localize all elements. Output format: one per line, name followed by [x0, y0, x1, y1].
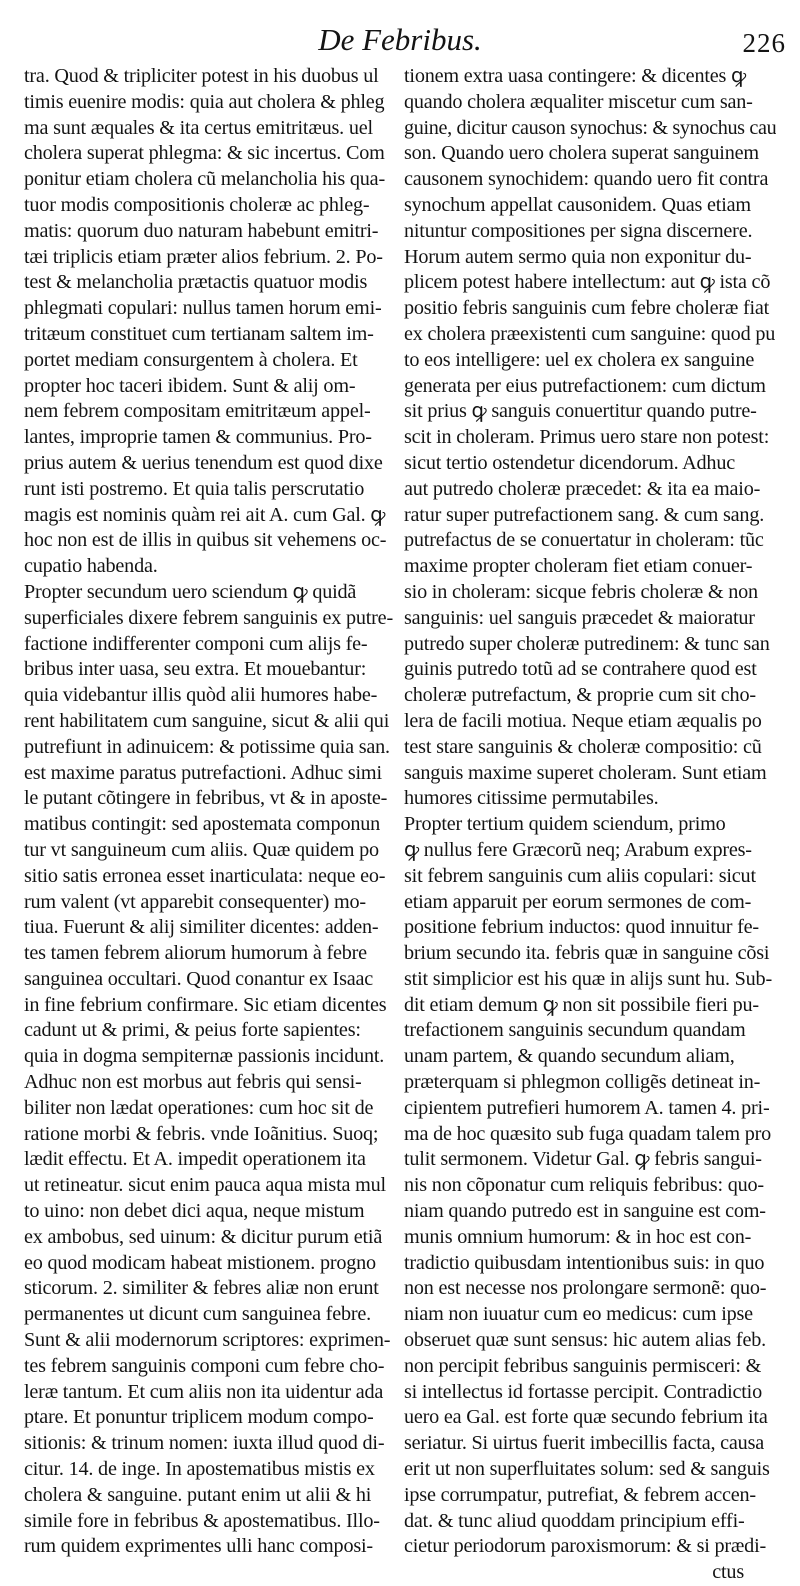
running-title: De Febribus.	[318, 22, 482, 57]
text-line: nem febrem compositam emitritæum appel-	[24, 400, 371, 423]
text-line: tra. Quod & tripliciter potest in his duobus ul	[24, 65, 379, 87]
text-line: ctus	[712, 1561, 744, 1584]
text-line: son. Quando uero cholera superat sanguinem	[404, 142, 759, 165]
text-line: prius autem & uerius tenendum est quod dixe	[24, 451, 383, 474]
text-line: sitionis: & trinum nomen: iuxta illud quod di-	[24, 1432, 385, 1455]
text-line: ratur super putrefactionem sang. & cum sang.	[404, 503, 765, 526]
text-line: non est necesse nos prolongare sermonẽ: quo-	[404, 1277, 767, 1300]
text-line: ma sunt æquales & ita certus emitritæus. uel	[24, 116, 373, 139]
text-line: citur. 14. de inge. In apostematibus mistis ex	[24, 1458, 375, 1481]
text-line: ipse corrumpatur, putrefiat, & febrem accen-	[404, 1483, 756, 1506]
text-line: in fine febrium confirmare. Sic etiam dicentes	[24, 993, 387, 1016]
text-line: guine, dicitur causon synochus: & synochus cau	[404, 116, 776, 139]
text-line: Propter tertium quidem sciendum, primo	[404, 813, 726, 836]
text-line: niam quando putredo est in sanguine est com-	[404, 1200, 766, 1223]
text-line: ratione morbi & febris. vnde Ioãnitius. Suoq;	[24, 1122, 379, 1145]
text-line: positione febrium inductos: quod innuitur fe-	[404, 916, 759, 939]
text-line: quando cholera æqualiter miscetur cum san-	[404, 90, 753, 113]
text-line: Sunt & alii modernorum scriptores: exprimen-	[24, 1329, 391, 1352]
text-line: ma de hoc quæsito sub fuga quadam talem pro	[404, 1122, 772, 1145]
text-line: sitio satis erronea esset inarticulata: neque eo-	[24, 864, 386, 887]
text-line: lera de facili motiua. Neque etiam æqualis po	[404, 709, 762, 732]
text-line: etiam apparuit per eorum sermones de com-	[404, 890, 752, 913]
text-line: tes febrem sanguinis componi cum febre cho-	[24, 1354, 385, 1377]
text-line: trefactionem sanguinis secundum quandam	[404, 1019, 746, 1042]
text-line: positio febris sanguinis cum febre choleræ fiat	[404, 297, 770, 320]
text-line: præterquam si phlegmon colligẽs detineat in-	[404, 1071, 761, 1094]
text-line: ex ambobus, sed uinum: & dicitur purum etiã	[24, 1225, 383, 1248]
text-line: synochum appellat causonidem. Quas etiam	[404, 193, 751, 216]
text-line: rent habilitatem cum sanguine, sicut & alii qui	[24, 709, 390, 732]
text-line: magis est nominis quàm rei ait A. cum Gal. ꝙ	[24, 503, 386, 526]
text-line: erit ut non superfluitates solum: sed & sanguis	[404, 1458, 770, 1481]
text-line: humores citissime permutabiles.	[404, 787, 659, 810]
text-line: ꝙ nullus fere Græcorũ neq; Arabum expres-	[404, 838, 752, 861]
text-line: causonem synochidem: quando uero fit contra	[404, 168, 769, 191]
text-line: cietur periodorum paroxismorum: & si prædi-	[404, 1535, 767, 1558]
text-line: ut retineatur. sicut enim pauca aqua mista mul	[24, 1174, 386, 1197]
text-line: leræ tantum. Et cum aliis non ita uidentur ada	[24, 1380, 384, 1403]
text-line: uero ea Gal. est forte quæ secundo febrium ita	[404, 1406, 768, 1429]
text-line: niam non iuuatur cum eo medicus: cum ipse	[404, 1303, 753, 1326]
text-line: le putant cõtingere in febribus, vt & in aposte-	[24, 787, 388, 810]
text-line: dit etiam demum ꝙ non sit possibile fieri pu-	[404, 993, 759, 1016]
text-line: cupatio habenda.	[24, 555, 158, 578]
text-line: sanguinis: uel sanguis præcedet & maioratur	[404, 606, 755, 629]
text-line: test stare sanguinis & choleræ compositio: cũ	[404, 735, 762, 758]
text-line: cholera & sanguine. putant enim ut alii & hi	[24, 1483, 372, 1506]
text-line: est maxime paratus putrefactioni. Adhuc simi	[24, 761, 382, 784]
text-line: unam partem, & quando secundum aliam,	[404, 1045, 735, 1068]
text-line: matis: quorum duo naturam habebunt emitri-	[24, 219, 379, 242]
text-line: propter hoc taceri ibidem. Sunt & alij om-	[24, 374, 356, 397]
text-line: dat. & tunc aliud quoddam principium effi-	[404, 1509, 745, 1532]
text-line: stit simplicior est his quæ in alijs sunt hu. Sub-	[404, 967, 772, 990]
text-line: putredo super choleræ putredinem: & tunc san	[404, 632, 770, 655]
text-line: test & melancholia prætactis quatuor modis	[24, 271, 368, 294]
text-line: sit prius ꝙ sanguis conuertitur quando putre-	[404, 400, 757, 423]
text-line: runt isti postremo. Et quia talis perscrutatio	[24, 477, 365, 500]
text-line: tritæum constituet cum tertianam saltem im-	[24, 322, 374, 345]
text-line: lantes, improprie tamen & communius. Pro-	[24, 426, 372, 449]
text-line: seriatur. Si uirtus fuerit imbecillis facta, causa	[404, 1432, 764, 1455]
text-line: permanentes ut dicunt cum sanguinea febre.	[24, 1303, 371, 1326]
text-line: eo quod modicam habeat mistionem. progno	[24, 1251, 376, 1274]
text-line: lædit effectu. Et A. impedit operationem ita	[24, 1148, 366, 1171]
text-line: sanguinea occultari. Quod conantur ex Isaac	[24, 967, 374, 990]
text-line: ponitur etiam cholera cũ melancholia his qua-	[24, 168, 385, 191]
text-line: simile fore in febribus & apostematibus. Illo-	[24, 1509, 380, 1532]
text-line: Propter secundum uero sciendum ꝙ quidã	[24, 580, 357, 603]
text-line: rum quidem exprimentes ulli hanc composi-	[24, 1535, 373, 1558]
text-line: Horum autem sermo quia non exponitur du-	[404, 245, 752, 268]
text-line: guinis putredo totũ ad se contrahere quod est	[404, 658, 757, 681]
text-line: phlegmati copulari: nullus tamen horum emi-	[24, 297, 382, 320]
text-line: sit febrem sanguinis cum aliis copulari: sicut	[404, 864, 756, 887]
text-line: tes tamen febrem aliorum humorum à febre	[24, 942, 367, 965]
text-line: hoc non est de illis in quibus sit vehemens oc-	[24, 529, 387, 552]
text-line: sicut tertio ostendetur dicendorum. Adhuc	[404, 451, 735, 474]
text-line: plicem potest habere intellectum: aut ꝙ ista cõ	[404, 271, 771, 294]
text-line: putrefactus de se conuertatur in choleram: tũc	[404, 529, 764, 552]
text-line: munis omnium humorum: & in hoc est con-	[404, 1225, 752, 1248]
text-line: sticorum. 2. similiter & febres aliæ non erunt	[24, 1277, 379, 1300]
text-line: cipientem putrefieri humorem A. tamen 4. pri-	[404, 1096, 770, 1119]
text-line: biliter non lædat operationes: cum hoc sit de	[24, 1096, 374, 1119]
text-line: non percipit febribus sanguinis permisceri: &	[404, 1354, 762, 1377]
text-line: portet mediam consurgentem à cholera. Et	[24, 348, 358, 371]
text-line: matibus contingit: sed apostemata componun	[24, 813, 381, 836]
text-line: sio in choleram: sicque febris choleræ & non	[404, 580, 758, 603]
text-line: nis non cõponatur cum reliquis febribus: quo-	[404, 1174, 764, 1197]
text-line: maxime propter choleram fiet etiam conuer-	[404, 555, 753, 578]
text-line: tæi triplicis etiam præter alios febrium. 2. Po-	[24, 245, 383, 268]
text-line: superficiales dixere febrem sanguinis ex putre-	[24, 606, 393, 629]
left-text-column	[24, 64, 396, 1560]
text-line: tulit sermonem. Videtur Gal. ꝙ febris sangui-	[404, 1148, 762, 1171]
text-line: timis euenire modis: quia aut cholera & phleg	[24, 90, 385, 113]
text-line: generata per eius putrefactionem: cum dictum	[404, 374, 766, 397]
text-line: to uino: non debet dici aqua, neque mistum	[24, 1200, 365, 1223]
text-line: obseruet quæ sunt sensus: hic autem alias feb.	[404, 1329, 766, 1352]
text-line: quia in dogma sempiternæ passionis incidunt.	[24, 1045, 385, 1068]
text-line: tradictio quibusdam intentionibus suis: in quo	[404, 1251, 765, 1274]
text-line: nituntur compositiones per signa discernere.	[404, 219, 753, 242]
right-text-column	[404, 64, 776, 1586]
text-line: ex cholera præexistenti cum sanguine: quod pu	[404, 322, 776, 345]
text-line: putrefiunt in adinuicem: & potissime quia san.	[24, 735, 390, 758]
text-line: to eos intelligere: uel ex cholera ex sanguine	[404, 348, 755, 371]
text-line: ptare. Et ponuntur triplicem modum compo-	[24, 1406, 374, 1429]
text-line: tionem extra uasa contingere: & dicentes ꝙ	[404, 65, 746, 87]
text-line: aut putredo choleræ præcedet: & ita ea maio-	[404, 477, 761, 500]
text-line: scit in choleram. Primus uero stare non potest:	[404, 426, 770, 449]
text-line: quia videbantur illis quòd alii humores habe-	[24, 684, 378, 707]
text-line: brium secundo ita. febris quæ in sanguine cõsi	[404, 942, 770, 965]
text-line: sanguis maxime superet choleram. Sunt etiam	[404, 761, 767, 784]
text-line: bribus inter uasa, seu extra. Et mouebantur:	[24, 658, 367, 681]
text-line: factione indifferenter componi cum alijs fe-	[24, 632, 368, 655]
text-line: Adhuc non est morbus aut febris qui sensi-	[24, 1071, 362, 1094]
text-line: rum valent (vt apparebit consequenter) mo-	[24, 890, 366, 913]
text-line: tur vt sanguineum cum aliis. Quæ quidem po	[24, 838, 379, 861]
text-line: cholera superat phlegma: & sic incertus. Com	[24, 142, 385, 165]
text-line: choleræ putrefactum, & proprie cum sit cho-	[404, 684, 756, 707]
text-line: si intellectus id fortasse percipit. Contradictio	[404, 1380, 762, 1403]
text-line: cadunt ut & primi, & peius forte sapientes:	[24, 1019, 361, 1042]
text-line: tiua. Fuerunt & alij similiter dicentes: adden-	[24, 916, 379, 939]
page-number: 226	[742, 28, 786, 58]
text-line: tuor modis compositionis choleræ ac phleg-	[24, 193, 370, 216]
